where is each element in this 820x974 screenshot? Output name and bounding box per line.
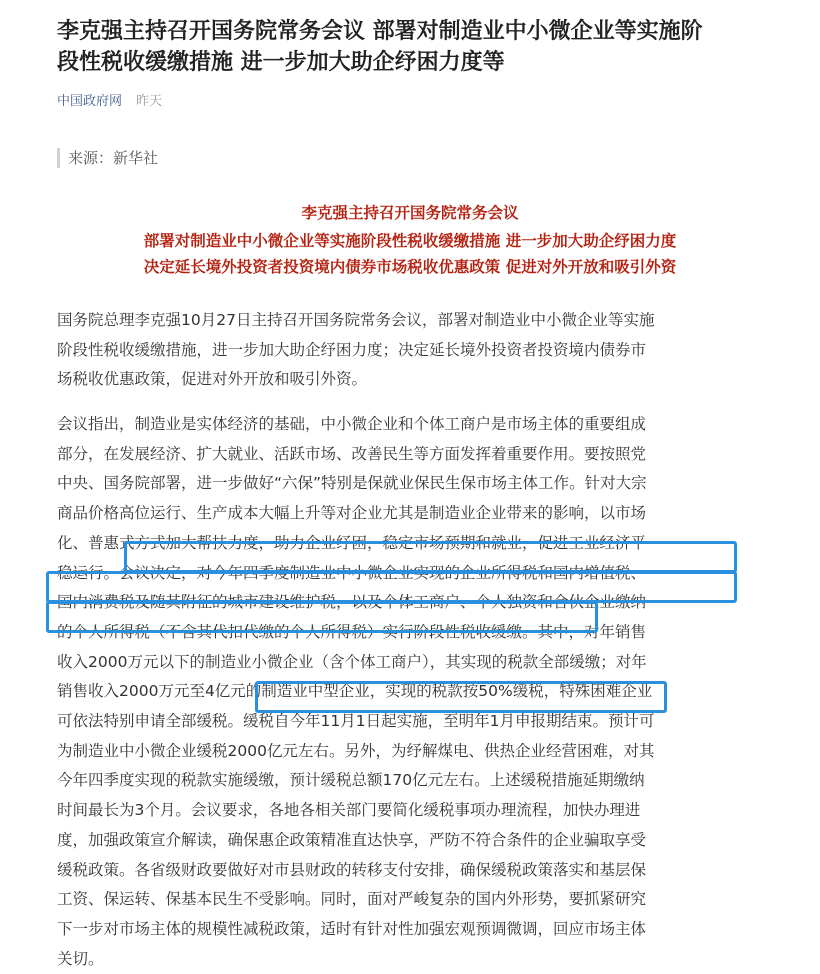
article-title-line: 段性税收缓缴措施 进一步加大助企纾困力度等 xyxy=(57,50,505,75)
paragraph-line: 化、普惠式方式加大帮扶力度，助力企业纾困，稳定市场预期和就业，促进工业经济平 xyxy=(57,533,647,552)
paragraph-line: 会议指出，制造业是实体经济的基础，中小微企业和个体工商户是市场主体的重要组成 xyxy=(57,415,647,433)
paragraph-line: 中央、国务院部署，进一步做好“六保”特别是保就业保民生保市场主体工作。针对大宗 xyxy=(57,474,647,493)
headline-main: 李克强主持召开国务院常务会议 xyxy=(301,204,519,222)
article-title xyxy=(57,16,757,78)
paragraph-line: 阶段性税收缓缴措施，进一步加大助企纾困力度；决定延长境外投资者投资境内债券市 xyxy=(57,340,647,359)
paragraph-line: 场税收优惠政策，促进对外开放和吸引外资。 xyxy=(57,370,368,389)
paragraph-line: 商品价格高位运行、生产成本大幅上升等对企业尤其是制造业企业带来的影响，以市场 xyxy=(57,504,647,523)
paragraph-line: 今年四季度实现的税款实施缓缴，预计缓税总额170亿元左右。上述缓税措施延期缴纳 xyxy=(57,771,645,790)
paragraph-line: 的个人所得税（不含其代扣代缴的个人所得税）实行阶段性税收缓缴。其中，对年销售 xyxy=(57,622,647,641)
source-site-link[interactable]: 中国政府网 xyxy=(57,94,123,109)
paragraph-line: 销售收入2000万元至4亿元的制造业中型企业，实现的税款按50%缓税，特殊困难企业 xyxy=(57,682,653,701)
paragraph-line: 工资、保运转、保基本民生不受影响。同时，面对严峻复杂的国内外形势，要抓紧研究 xyxy=(57,890,647,909)
article-paragraph-1 xyxy=(57,306,747,395)
publish-time: 昨天 xyxy=(136,94,163,109)
paragraph-line: 度，加强政策宣介解读，确保惠企政策精准直达快享，严防不符合条件的企业骗取享受 xyxy=(57,830,647,849)
paragraph-line: 部分，在发展经济、扩大就业、活跃市场、改善民生等方面发挥着重要作用。要按照党 xyxy=(57,444,647,463)
article-meta xyxy=(57,92,162,112)
paragraph-line: 可依法特别申请全部缓税。缓税自今年11月1日起实施，至明年1月申报期结束。预计可 xyxy=(57,712,655,731)
paragraph-line: 关切。 xyxy=(57,949,104,968)
paragraph-line: 国内消费税及随其附征的城市建设维护税，以及个体工商户、个人独资和合伙企业缴纳 xyxy=(57,593,647,612)
paragraph-line: 稳运行。会议决定，对今年四季度制造业中小微企业实现的企业所得税和国内增值税、 xyxy=(57,563,647,582)
headline-sub: 决定延长境外投资者投资境内债券市场税收优惠政策 促进对外开放和吸引外资 xyxy=(143,258,677,276)
source-label: 来源：新华社 xyxy=(57,148,158,168)
paragraph-line: 为制造业中小微企业缓税2000亿元左右。另外，为纾解煤电、供热企业经营困难，对其 xyxy=(57,741,655,760)
paragraph-line: 时间最长为3个月。会议要求，各地各相关部门要简化缓税事项办理流程，加快办理进 xyxy=(57,801,641,820)
paragraph-line: 缓税政策。各省级财政要做好对市县财政的转移支付安排，确保缓税政策落实和基层保 xyxy=(57,860,647,879)
paragraph-line: 收入2000万元以下的制造业小微企业（含个体工商户），其实现的税款全部缓缴；对年 xyxy=(57,652,647,671)
article-paragraph-2 xyxy=(57,410,747,974)
paragraph-line: 国务院总理李克强10月27日主持召开国务院常务会议，部署对制造业中小微企业等实施 xyxy=(57,311,655,329)
headline-sub: 部署对制造业中小微企业等实施阶段性税收缓缴措施 进一步加大助企纾困力度 xyxy=(143,232,677,250)
article-title-line: 李克强主持召开国务院常务会议 部署对制造业中小微企业等实施阶 xyxy=(57,19,703,44)
paragraph-line: 下一步对市场主体的规模性减税政策，适时有针对性加强宏观预调微调，回应市场主体 xyxy=(57,919,647,938)
